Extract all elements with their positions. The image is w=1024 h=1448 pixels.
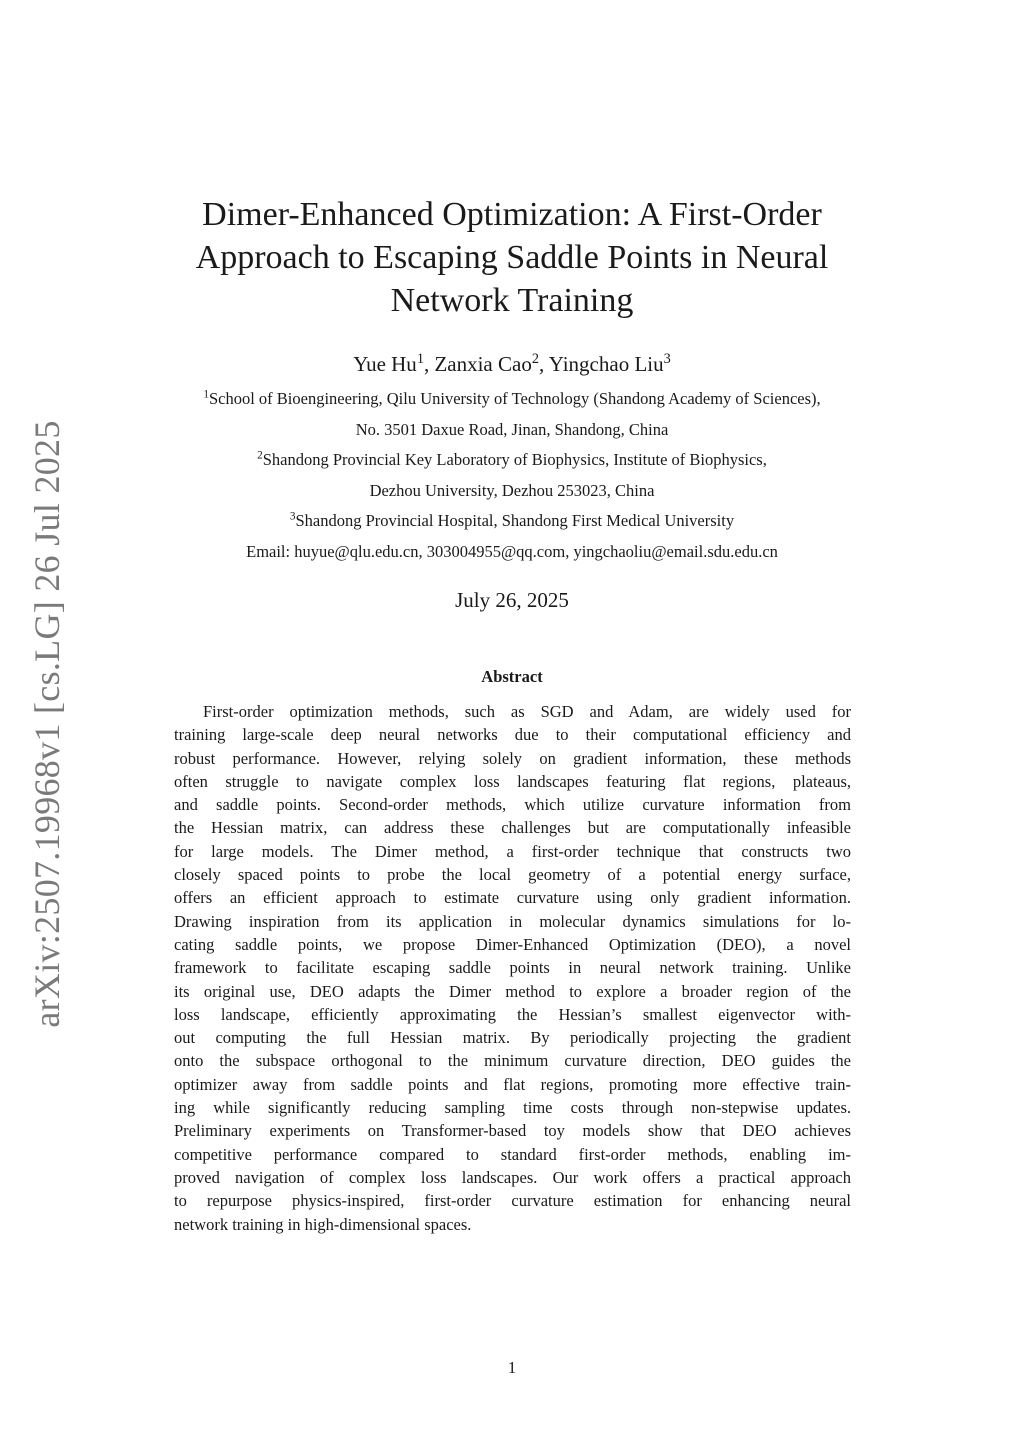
publication-date: July 26, 2025 (455, 588, 569, 612)
affiliation-line: $^2$Shandong Provincial Key Laboratory of Biophysics, Institute of Biophysics, (257, 449, 767, 470)
abstract-line: Preliminary experiments on Transformer-based toy models show that DEO achieves (174, 1121, 851, 1141)
affiliation-line: $^1$School of Bioengineering, Qilu University of Technology (Shandong Academy of Sciences), (203, 388, 821, 408)
abstract-line: competitive performance compared to standard first-order methods, enabling im- (174, 1144, 851, 1164)
abstract-line: optimizer away from saddle points and flat regions, promoting more effective train- (174, 1074, 851, 1094)
abstract-line: cating saddle points, we propose Dimer-Enhanced Optimization (DEO), a novel (174, 934, 851, 954)
author-name: Zanxia Cao (434, 352, 532, 376)
author-list: Yue Hu$^1$, Zanxia Cao$^2$, Yingchao Liu$^3$ (353, 351, 671, 376)
author-affiliation-mark: 1 (416, 351, 424, 367)
author-affiliation-mark: 3 (663, 351, 671, 367)
affiliation-line: Dezhou University, Dezhou 253023, China (369, 480, 655, 500)
abstract-line: and saddle points. Second-order methods, which utilize curvature information from (174, 795, 851, 815)
abstract-line: framework to facilitate escaping saddle points in neural network training. Unlike (174, 958, 851, 978)
author-name: Yue Hu (353, 352, 417, 376)
abstract-line: out computing the full Hessian matrix. By periodically projecting the gradient (174, 1028, 851, 1048)
affiliation-mark: 2 (257, 449, 263, 462)
abstract-line: the Hessian matrix, can address these challenges but are computationally infeasible (174, 818, 851, 838)
affiliation-mark: 1 (203, 388, 209, 401)
abstract-line: training large-scale deep neural networks due to their computational efficiency and (174, 725, 851, 745)
page-number: 1 (507, 1358, 517, 1377)
abstract-line: First-order optimization methods, such as SGD and Adam, are widely used for (203, 702, 851, 721)
affiliation-line: $^3$Shandong Provincial Hospital, Shandong First Medical University (289, 510, 735, 531)
abstract-line: loss landscape, efficiently approximating the Hessian’s smallest eigenvector with- (174, 1004, 851, 1024)
affiliation-block (100, 384, 924, 568)
abstract-line: often struggle to navigate complex loss landscapes featuring flat regions, plateaus, (174, 771, 851, 791)
abstract-line: offers an efficient approach to estimate curvature using only gradient information. (174, 888, 851, 908)
abstract-heading: Abstract (481, 667, 543, 686)
author-name: Yingchao Liu (548, 352, 664, 376)
abstract-line: ing while significantly reducing sampling time costs through non-stepwise updates. (174, 1098, 851, 1118)
abstract-body (174, 700, 851, 1236)
paper-title: Dimer-Enhanced Optimization: A First-Order Approach to Escaping Saddle Points in Neural Network Training (195, 196, 829, 319)
abstract-line: onto the subspace orthogonal to the minimum curvature direction, DEO guides the (174, 1051, 851, 1071)
abstract-line: robust performance. However, relying solely on gradient information, these methods (174, 748, 851, 768)
affiliation-mark: 3 (289, 510, 296, 523)
abstract-line: its original use, DEO adapts the Dimer method to explore a broader region of the (174, 981, 851, 1001)
email-line: Email: huyue@qlu.edu.cn, 303004955@qq.com, yingchaoliu@email.sdu.edu.cn (246, 541, 778, 561)
abstract-line: for large models. The Dimer method, a first-order technique that constructs two (174, 841, 851, 861)
affiliation-line: No. 3501 Daxue Road, Jinan, Shandong, China (355, 419, 669, 439)
abstract-line: closely spaced points to probe the local geometry of a potential energy surface, (174, 865, 851, 885)
abstract-line: network training in high-dimensional spaces. (174, 1214, 472, 1234)
abstract-line: proved navigation of complex loss landscapes. Our work offers a practical approach (174, 1167, 851, 1187)
author-affiliation-mark: 2 (531, 351, 539, 367)
arxiv-identifier-stamp: arXiv:2507.19968v1 [cs.LG] 26 Jul 2025 (27, 420, 67, 1028)
abstract-line: to repurpose physics-inspired, first-order curvature estimation for enhancing neural (174, 1191, 851, 1211)
abstract-line: Drawing inspiration from its application in molecular dynamics simulations for lo- (174, 911, 851, 931)
